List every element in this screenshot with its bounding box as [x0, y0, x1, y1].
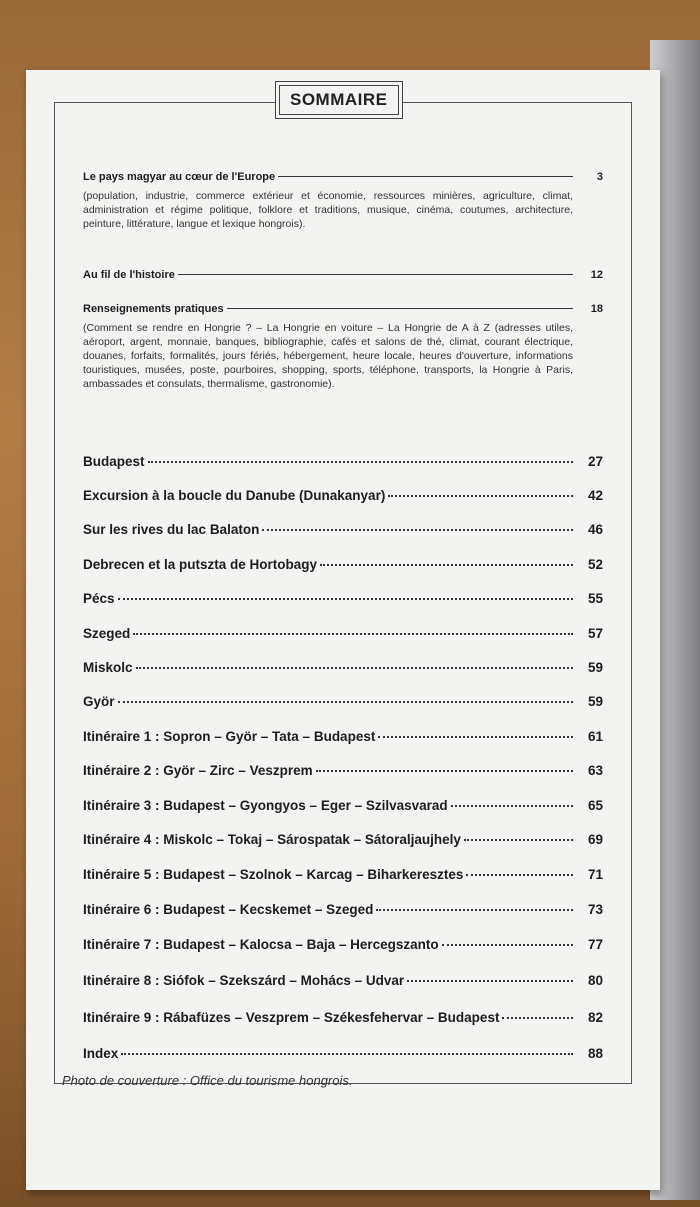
toc-entry-label: Sur les rives du lac Balaton — [83, 522, 260, 537]
toc-entry-page: 73 — [587, 902, 603, 917]
toc-entry-page: 82 — [587, 1010, 603, 1025]
toc-entry — [83, 902, 603, 917]
toc-entry — [83, 626, 603, 641]
toc-entry-label: Itinéraire 7 : Budapest – Kalocsa – Baja – Hercegszanto — [83, 937, 439, 952]
toc-leader — [121, 1053, 573, 1055]
toc-entry — [83, 591, 603, 606]
toc-entry-label: Pécs — [83, 591, 115, 606]
title-box — [275, 81, 403, 119]
toc-entry — [83, 973, 603, 988]
toc-entry-description: (population, industrie, commerce extérieur et économie, ressources minières, agriculture, climat, administration et régime politique, folklore et traditions, musique, cinéma, coutumes, architecture, peinture, littérature, langue et lexique hongrois). — [83, 190, 573, 230]
toc-leader — [118, 701, 573, 703]
toc-leader — [502, 1017, 573, 1019]
toc-entry-page: 27 — [587, 454, 603, 469]
toc-entry-label: Renseignements pratiques — [83, 303, 224, 315]
toc-entry-description: (Comment se rendre en Hongrie ? – La Hongrie en voiture – La Hongrie de A à Z (adresses utiles, aéroport, argent, monnaie, banques, bibliographie, cafés et salons de thé, climat, courant électrique, douanes, forfaits, formalités, jours fériés, hébergement, heure locale, heures d'ouverture, informations touristiques, musées, poste, pourboires, shopping, sports, téléphone, transports, la Hongrie à Paris, ambassades et consulats, thermalisme, gastronomie). — [83, 322, 573, 390]
toc-leader — [136, 667, 573, 669]
toc-entry-label: Itinéraire 3 : Budapest – Gyongyos – Eger – Szilvasvarad — [83, 798, 448, 813]
toc-entry-label: Debrecen et la putszta de Hortobagy — [83, 557, 318, 572]
toc-entry — [83, 454, 603, 469]
toc-entry-page: 52 — [587, 557, 603, 572]
toc-entry-page: 63 — [587, 763, 603, 778]
toc-leader — [451, 805, 573, 807]
toc-entry — [83, 269, 603, 281]
toc-entry-label: Au fil de l'histoire — [83, 269, 175, 281]
toc-entry-label: Itinéraire 2 : Györ – Zirc – Veszprem — [83, 763, 313, 778]
toc-leader — [278, 176, 573, 177]
toc-entry-page: 59 — [587, 660, 603, 675]
toc-leader — [148, 461, 573, 463]
toc-entry — [83, 867, 603, 882]
toc-entry-page: 59 — [587, 694, 603, 709]
toc-entry-page: 69 — [587, 832, 603, 847]
toc-entry-page: 46 — [587, 522, 603, 537]
toc-entry — [83, 522, 603, 537]
toc-leader — [227, 308, 573, 309]
toc-entry-page: 55 — [587, 591, 603, 606]
toc-entry — [83, 488, 603, 503]
toc-entry-label: Excursion à la boucle du Danube (Dunakanyar) — [83, 488, 386, 503]
toc-leader — [178, 274, 573, 275]
toc-entry-label: Itinéraire 5 : Budapest – Szolnok – Karcag – Biharkeresztes — [83, 867, 464, 882]
toc-entry-label: Miskolc — [83, 660, 133, 675]
toc-entry — [83, 303, 603, 315]
toc-entry-label: Budapest — [83, 454, 145, 469]
toc-entry — [83, 694, 603, 709]
toc-entry — [83, 937, 603, 952]
toc-entry — [83, 171, 603, 183]
toc-entry — [83, 763, 603, 778]
toc-entry-label: Itinéraire 6 : Budapest – Kecskemet – Szeged — [83, 902, 374, 917]
contents-frame — [54, 90, 632, 1084]
toc-entry-label: Index — [83, 1046, 119, 1061]
toc-entry-page: 65 — [587, 798, 603, 813]
toc-entry-label: Itinéraire 1 : Sopron – Györ – Tata – Budapest — [83, 729, 376, 744]
toc-entry — [83, 660, 603, 675]
toc-leader — [320, 564, 573, 566]
toc-entry — [83, 1046, 603, 1061]
toc-entry — [83, 557, 603, 572]
toc-entry — [83, 798, 603, 813]
toc-entry-label: Itinéraire 4 : Miskolc – Tokaj – Sárospatak – Sátoraljaujhely — [83, 832, 461, 847]
toc-entry-page: 61 — [587, 729, 603, 744]
toc-entry-page: 88 — [587, 1046, 603, 1061]
toc-leader — [466, 874, 573, 876]
book-page — [26, 70, 660, 1190]
toc-entry — [83, 832, 603, 847]
toc-leader — [407, 980, 573, 982]
toc-entry-page: 18 — [590, 303, 603, 315]
toc-entry-label: Le pays magyar au cœur de l'Europe — [83, 171, 276, 183]
toc-entry-page: 71 — [587, 867, 603, 882]
toc-entry-page: 12 — [590, 269, 603, 281]
toc-entry — [83, 1010, 603, 1025]
cover-photo-credit: Photo de couverture : Office du tourisme hongrois. — [62, 1073, 353, 1088]
toc-entry-label: Itinéraire 9 : Rábafüzes – Veszprem – Székesfehervar – Budapest — [83, 1010, 500, 1025]
toc-entry-label: Szeged — [83, 626, 131, 641]
toc-entry-label: Itinéraire 8 : Siófok – Szekszárd – Mohács – Udvar — [83, 973, 405, 988]
toc-leader — [388, 495, 573, 497]
toc-entry-page: 77 — [587, 937, 603, 952]
toc-entry-page: 57 — [587, 626, 603, 641]
toc-leader — [118, 598, 573, 600]
toc-entry-page: 42 — [587, 488, 603, 503]
toc-entry — [83, 729, 603, 744]
toc-entry-page: 80 — [587, 973, 603, 988]
page-title: SOMMAIRE — [279, 85, 399, 115]
toc-entry-label: Györ — [83, 694, 115, 709]
toc-leader — [378, 736, 573, 738]
toc-leader — [464, 839, 573, 841]
toc-leader — [376, 909, 573, 911]
toc-leader — [442, 944, 573, 946]
toc-leader — [316, 770, 573, 772]
toc-leader — [262, 529, 573, 531]
toc-leader — [133, 633, 573, 635]
toc-entry-page: 3 — [596, 171, 603, 183]
